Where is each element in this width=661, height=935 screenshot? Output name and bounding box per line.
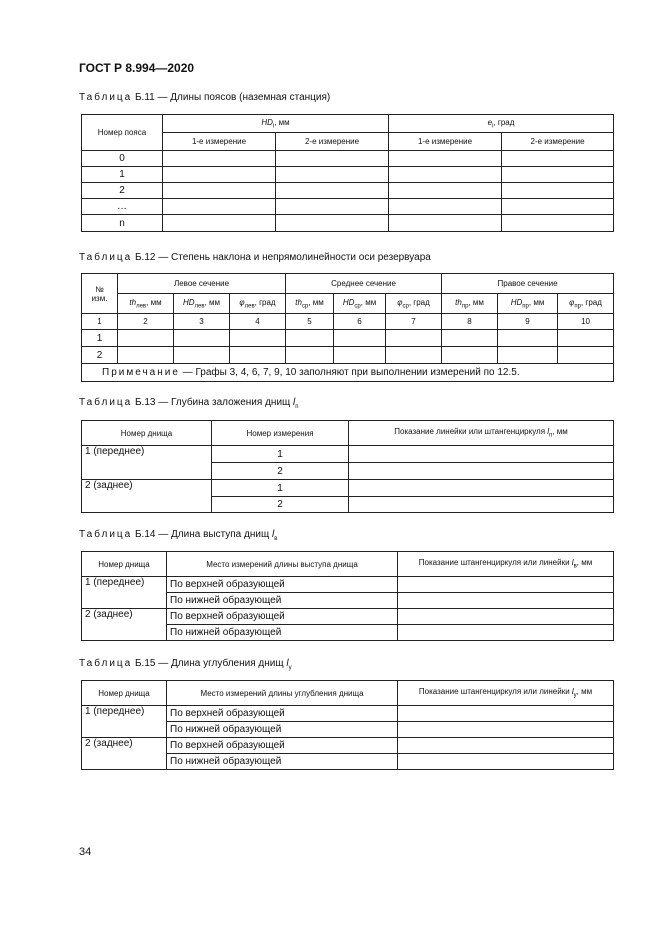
col-reading: Показание линейки или штангенциркуля $l_п$, мм	[349, 421, 614, 446]
col-reading: Показание штангенциркуля или линейки $l_у$, мм	[398, 681, 614, 706]
row-label: 1	[82, 330, 118, 347]
col-middle-section: Среднее сечение	[286, 274, 442, 294]
col-th-left: $th_{лев}$, мм	[118, 294, 174, 314]
place-upper: По верхней образующей	[167, 706, 398, 722]
measurement-number: 1	[212, 480, 349, 497]
document-header: ГОСТ Р 8.994—2020	[79, 61, 195, 75]
place-lower: По нижней образующей	[167, 593, 398, 609]
col-e-meas1: 1-е измерение	[389, 133, 502, 151]
hd-sub: i	[272, 123, 275, 130]
table-row	[82, 577, 614, 593]
measurement-number: 2	[212, 497, 349, 513]
col-num: 9	[498, 314, 558, 330]
table-b14-caption	[79, 529, 277, 542]
place-lower: По нижней образующей	[167, 754, 398, 770]
col-phi-right: $\varphi_{пр}$, град	[558, 294, 614, 314]
table-row	[82, 609, 614, 625]
place-upper: По верхней образующей	[167, 609, 398, 625]
col-num: 1	[82, 314, 118, 330]
col-e-meas2: 2-е измерение	[502, 133, 614, 151]
col-measurement-number: № изм.	[82, 274, 118, 314]
table-b13-caption	[79, 397, 299, 410]
table-row	[82, 183, 614, 199]
table-note	[82, 364, 614, 382]
col-right-section: Правое сечение	[442, 274, 614, 294]
table-b11-caption	[79, 92, 330, 103]
place-upper: По верхней образующей	[167, 577, 398, 593]
caption-text: Б.12 — Степень наклона и непрямолинейности оси резервуара	[132, 252, 431, 263]
col-left-section: Левое сечение	[118, 274, 286, 294]
col-hd-right: $HD_{пр}$, мм	[498, 294, 558, 314]
page-number: 34	[79, 846, 92, 858]
row-label: n	[82, 215, 163, 232]
table-b15-caption	[79, 658, 292, 671]
table-row	[82, 706, 614, 722]
col-belt-number: Номер пояса	[82, 115, 163, 151]
table-row	[82, 167, 614, 183]
col-num: 2	[118, 314, 174, 330]
hd-symbol: HD	[261, 117, 273, 127]
e-symbol: e	[487, 117, 493, 127]
caption-word: Таблица	[79, 529, 133, 540]
col-phi-mid: $\varphi_{ср}$, град	[386, 294, 442, 314]
measurement-number: 2	[212, 463, 349, 480]
caption-symbol: l	[293, 397, 296, 408]
caption-symbol-sub: у	[288, 665, 292, 671]
bottom-front: 1 (переднее)	[82, 446, 212, 480]
bottom-rear: 2 (заднее)	[82, 480, 212, 513]
row-label: 0	[82, 151, 163, 167]
caption-text: Б.14 — Длина выступа днищ	[132, 529, 272, 540]
column-numbers-row	[82, 314, 614, 330]
place-lower: По нижней образующей	[167, 625, 398, 641]
table-row	[82, 446, 614, 463]
col-th-right: $th_{пр}$, мм	[442, 294, 498, 314]
place-upper: По верхней образующей	[167, 738, 398, 754]
bottom-rear: 2 (заднее)	[82, 609, 167, 641]
table-row	[82, 347, 614, 364]
col-hd	[163, 115, 389, 133]
row-label: 2	[82, 183, 163, 199]
table-b13	[81, 420, 614, 513]
caption-symbol: l	[271, 529, 275, 540]
bottom-front: 1 (переднее)	[82, 706, 167, 738]
caption-word: Таблица	[79, 252, 133, 263]
bottom-rear: 2 (заднее)	[82, 738, 167, 770]
col-reading: Показание штангенциркуля или линейки $l_в$, мм	[398, 552, 614, 577]
caption-word: Таблица	[79, 397, 133, 408]
place-lower: По нижней образующей	[167, 722, 398, 738]
col-num: 4	[230, 314, 286, 330]
col-num: 7	[386, 314, 442, 330]
caption-text: Б.15 — Длина углубления днищ	[132, 658, 287, 669]
col-bottom-number: Номер днища	[82, 681, 167, 706]
table-b14	[81, 551, 614, 641]
bottom-front: 1 (переднее)	[82, 577, 167, 609]
col-measurement-number: Номер измерения	[212, 421, 349, 446]
caption-symbol: l	[286, 658, 289, 669]
col-num: 8	[442, 314, 498, 330]
table-row	[82, 215, 614, 232]
col-hd-meas1: 1-е измерение	[163, 133, 276, 151]
table-b12-caption	[79, 252, 431, 263]
table-row	[82, 151, 614, 167]
col-num: 3	[174, 314, 230, 330]
col-num: 5	[286, 314, 334, 330]
table-row	[82, 480, 614, 497]
table-b15	[81, 680, 614, 770]
table-row	[82, 330, 614, 347]
e-unit: , град	[493, 117, 515, 127]
caption-word: Таблица	[79, 658, 133, 669]
col-bottom-number: Номер днища	[82, 421, 212, 446]
caption-text: Б.11 — Длины поясов (наземная станция)	[132, 92, 331, 103]
col-num: 6	[334, 314, 386, 330]
measurement-number: 1	[212, 446, 349, 463]
caption-symbol-sub: в	[274, 536, 278, 542]
row-label: 1	[82, 167, 163, 183]
col-num: 10	[558, 314, 614, 330]
col-hd-left: $HD_{лев}$, мм	[174, 294, 230, 314]
table-row	[82, 738, 614, 754]
col-th-mid: $th_{ср}$, мм	[286, 294, 334, 314]
col-measurement-place: Место измерений длины выступа днища	[167, 552, 398, 577]
col-phi-left: $\varphi_{лев}$, град	[230, 294, 286, 314]
col-hd-meas2: 2-е измерение	[276, 133, 389, 151]
caption-symbol-sub: п	[295, 404, 299, 410]
col-bottom-number: Номер днища	[82, 552, 167, 577]
row-label: …	[82, 199, 163, 215]
table-b12	[81, 273, 614, 382]
col-e	[389, 115, 614, 133]
hd-unit: , мм	[274, 117, 290, 127]
row-label: 2	[82, 347, 118, 364]
note-word: Примечание	[102, 367, 180, 378]
col-measurement-place: Место измерений длины углубления днища	[167, 681, 398, 706]
e-sub: i	[492, 123, 494, 130]
note-text: — Графы 3, 4, 6, 7, 9, 10 заполняют при выполнении измерений по 12.5.	[179, 367, 520, 378]
caption-text: Б.13 — Глубина заложения днищ	[132, 397, 294, 408]
table-row	[82, 199, 614, 215]
caption-word: Таблица	[79, 92, 133, 103]
table-b11	[81, 114, 614, 232]
col-hd-mid: $HD_{ср}$, мм	[334, 294, 386, 314]
